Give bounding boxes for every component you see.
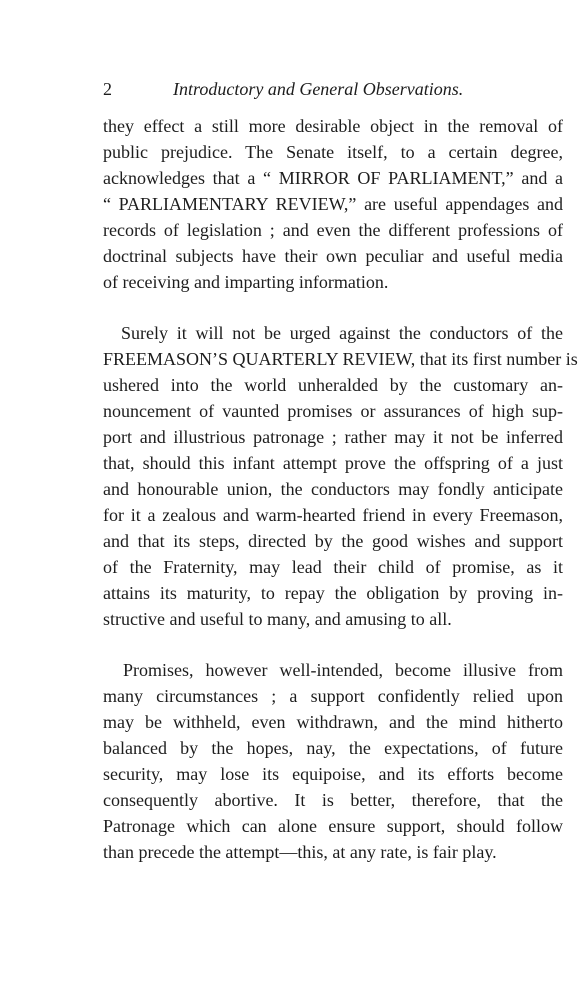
text-line: and honourable union, the conductors may fondly anticipate xyxy=(103,479,563,499)
paragraph xyxy=(103,657,563,865)
paragraph xyxy=(103,320,578,632)
text-line: than precede the attempt—this, at any rate, is fair play. xyxy=(103,842,497,862)
text-line: they effect a still more desirable object in the removal of xyxy=(103,116,563,136)
text-line: nouncement of vaunted promises or assurances of high sup- xyxy=(103,401,563,421)
text-line: FREEMASON’S QUARTERLY REVIEW, that its first number is xyxy=(103,349,578,369)
text-line: acknowledges that a “ MIRROR OF PARLIAMENT,” and a xyxy=(103,168,563,188)
text-line: port and illustrious patronage ; rather may it not be inferred xyxy=(103,427,563,447)
text-line: for it a zealous and warm-hearted friend in every Freemason, xyxy=(103,505,563,525)
text-line: may be withheld, even withdrawn, and the mind hitherto xyxy=(103,712,563,732)
body-text xyxy=(103,113,578,865)
text-line: doctrinal subjects have their own peculiar and useful media xyxy=(103,246,563,266)
text-line: security, may lose its equipoise, and its efforts become xyxy=(103,764,563,784)
text-line: records of legislation ; and even the different professions of xyxy=(103,220,563,240)
text-line: public prejudice. The Senate itself, to a certain degree, xyxy=(103,142,563,162)
text-line: Promises, however well-intended, become illusive from xyxy=(123,660,563,680)
text-line: ushered into the world unheralded by the customary an- xyxy=(103,375,563,395)
text-line: balanced by the hopes, nay, the expectations, of future xyxy=(103,738,563,758)
text-line: attains its maturity, to repay the obligation by proving in- xyxy=(103,583,563,603)
text-line: of receiving and imparting information. xyxy=(103,272,389,292)
text-line: Patronage which can alone ensure support, should follow xyxy=(103,816,563,836)
text-line: consequently abortive. It is better, therefore, that the xyxy=(103,790,563,810)
text-line: that, should this infant attempt prove the offspring of a just xyxy=(103,453,563,473)
running-head: Introductory and General Observations. xyxy=(173,79,464,99)
text-line: “ PARLIAMENTARY REVIEW,” are useful appendages and xyxy=(103,194,563,214)
text-line: many circumstances ; a support confidently relied upon xyxy=(103,686,563,706)
paragraph xyxy=(103,113,563,295)
page-number: 2 xyxy=(103,79,112,99)
text-line: of the Fraternity, may lead their child of promise, as it xyxy=(103,557,563,577)
text-line: and that its steps, directed by the good wishes and support xyxy=(103,531,563,551)
text-line: structive and useful to many, and amusing to all. xyxy=(103,609,452,629)
text-line: Surely it will not be urged against the conductors of the xyxy=(121,323,563,343)
